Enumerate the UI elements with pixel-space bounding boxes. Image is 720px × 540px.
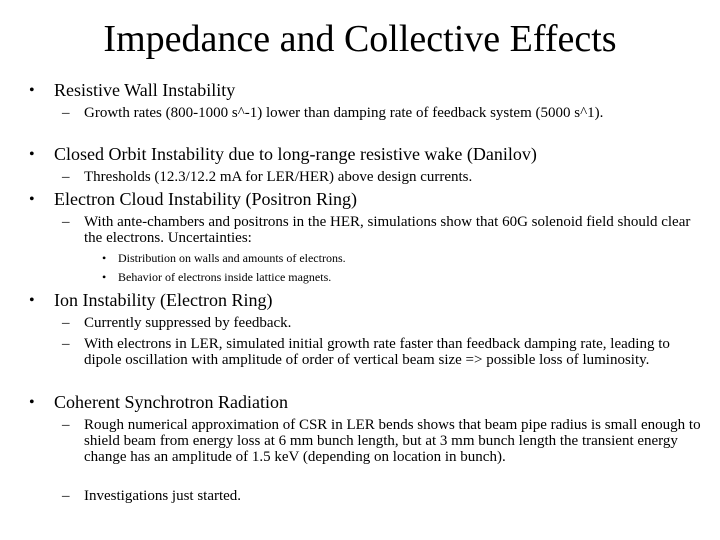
bullet-dot-icon: •	[102, 270, 107, 284]
dash-icon: –	[62, 315, 70, 331]
bullet-text: Resistive Wall Instability	[54, 80, 236, 100]
bullet-dot-icon: •	[29, 292, 35, 309]
bullet-text: Closed Orbit Instability due to long-range resistive wake (Danilov)	[54, 144, 537, 164]
sub-bullet-text: Currently suppressed by feedback.	[84, 315, 292, 331]
sub-sub-bullet-text: Distribution on walls and amounts of electrons.	[118, 251, 346, 265]
sub-bullet	[62, 105, 704, 121]
dash-icon: –	[62, 488, 70, 504]
bullet-text: Ion Instability (Electron Ring)	[54, 290, 273, 310]
bullet-electron-cloud	[29, 189, 704, 210]
sub-bullet	[62, 214, 704, 246]
sub-bullet-text: With electrons in LER, simulated initial growth rate faster than feedback damping rate, leading to dipole oscillation with amplitude of order of vertical beam size => possible loss of luminosity.	[84, 336, 670, 368]
sub-bullet-text: Investigations just started.	[84, 488, 242, 504]
bullet-dot-icon: •	[29, 394, 35, 411]
bullet-dot-icon: •	[29, 191, 35, 208]
dash-icon: –	[62, 336, 70, 352]
sub-bullet	[62, 336, 704, 368]
sub-bullet	[62, 169, 704, 185]
bullet-resistive-wall	[29, 80, 704, 101]
sub-bullet	[62, 315, 704, 331]
sub-bullet-text: With ante-chambers and positrons in the HER, simulations show that 60G solenoid field should clear the electrons. Uncertainties:	[84, 214, 691, 246]
sub-bullet-text: Growth rates (800-1000 s^-1) lower than damping rate of feedback system (5000 s^1).	[84, 105, 604, 121]
bullet-ion-instability	[29, 290, 704, 311]
bullet-text: Coherent Synchrotron Radiation	[54, 392, 288, 412]
bullet-dot-icon: •	[29, 82, 35, 99]
sub-bullet-text: Rough numerical approximation of CSR in LER bends shows that beam pipe radius is small enough to shield beam from energy loss at 6 mm bunch length, but at 3 mm bunch length the transient energy change has an amplitude of 1.5 keV (depending on location in bunch).	[84, 417, 701, 465]
slide-title: Impedance and Collective Effects	[103, 18, 617, 60]
sub-bullet	[62, 417, 704, 465]
bullet-csr	[29, 392, 704, 413]
sub-sub-bullet	[102, 251, 698, 265]
dash-icon: –	[62, 214, 70, 230]
bullet-closed-orbit	[29, 144, 704, 165]
bullet-dot-icon: •	[102, 251, 107, 265]
sub-sub-bullet-text: Behavior of electrons inside lattice magnets.	[118, 270, 332, 284]
bullet-dot-icon: •	[29, 146, 35, 163]
bullet-text: Electron Cloud Instability (Positron Ring)	[54, 189, 357, 209]
dash-icon: –	[62, 105, 70, 121]
sub-sub-bullet	[102, 270, 698, 284]
sub-bullet-text: Thresholds (12.3/12.2 mA for LER/HER) above design currents.	[84, 169, 473, 185]
dash-icon: –	[62, 169, 70, 185]
dash-icon: –	[62, 417, 70, 433]
sub-bullet	[62, 488, 704, 504]
